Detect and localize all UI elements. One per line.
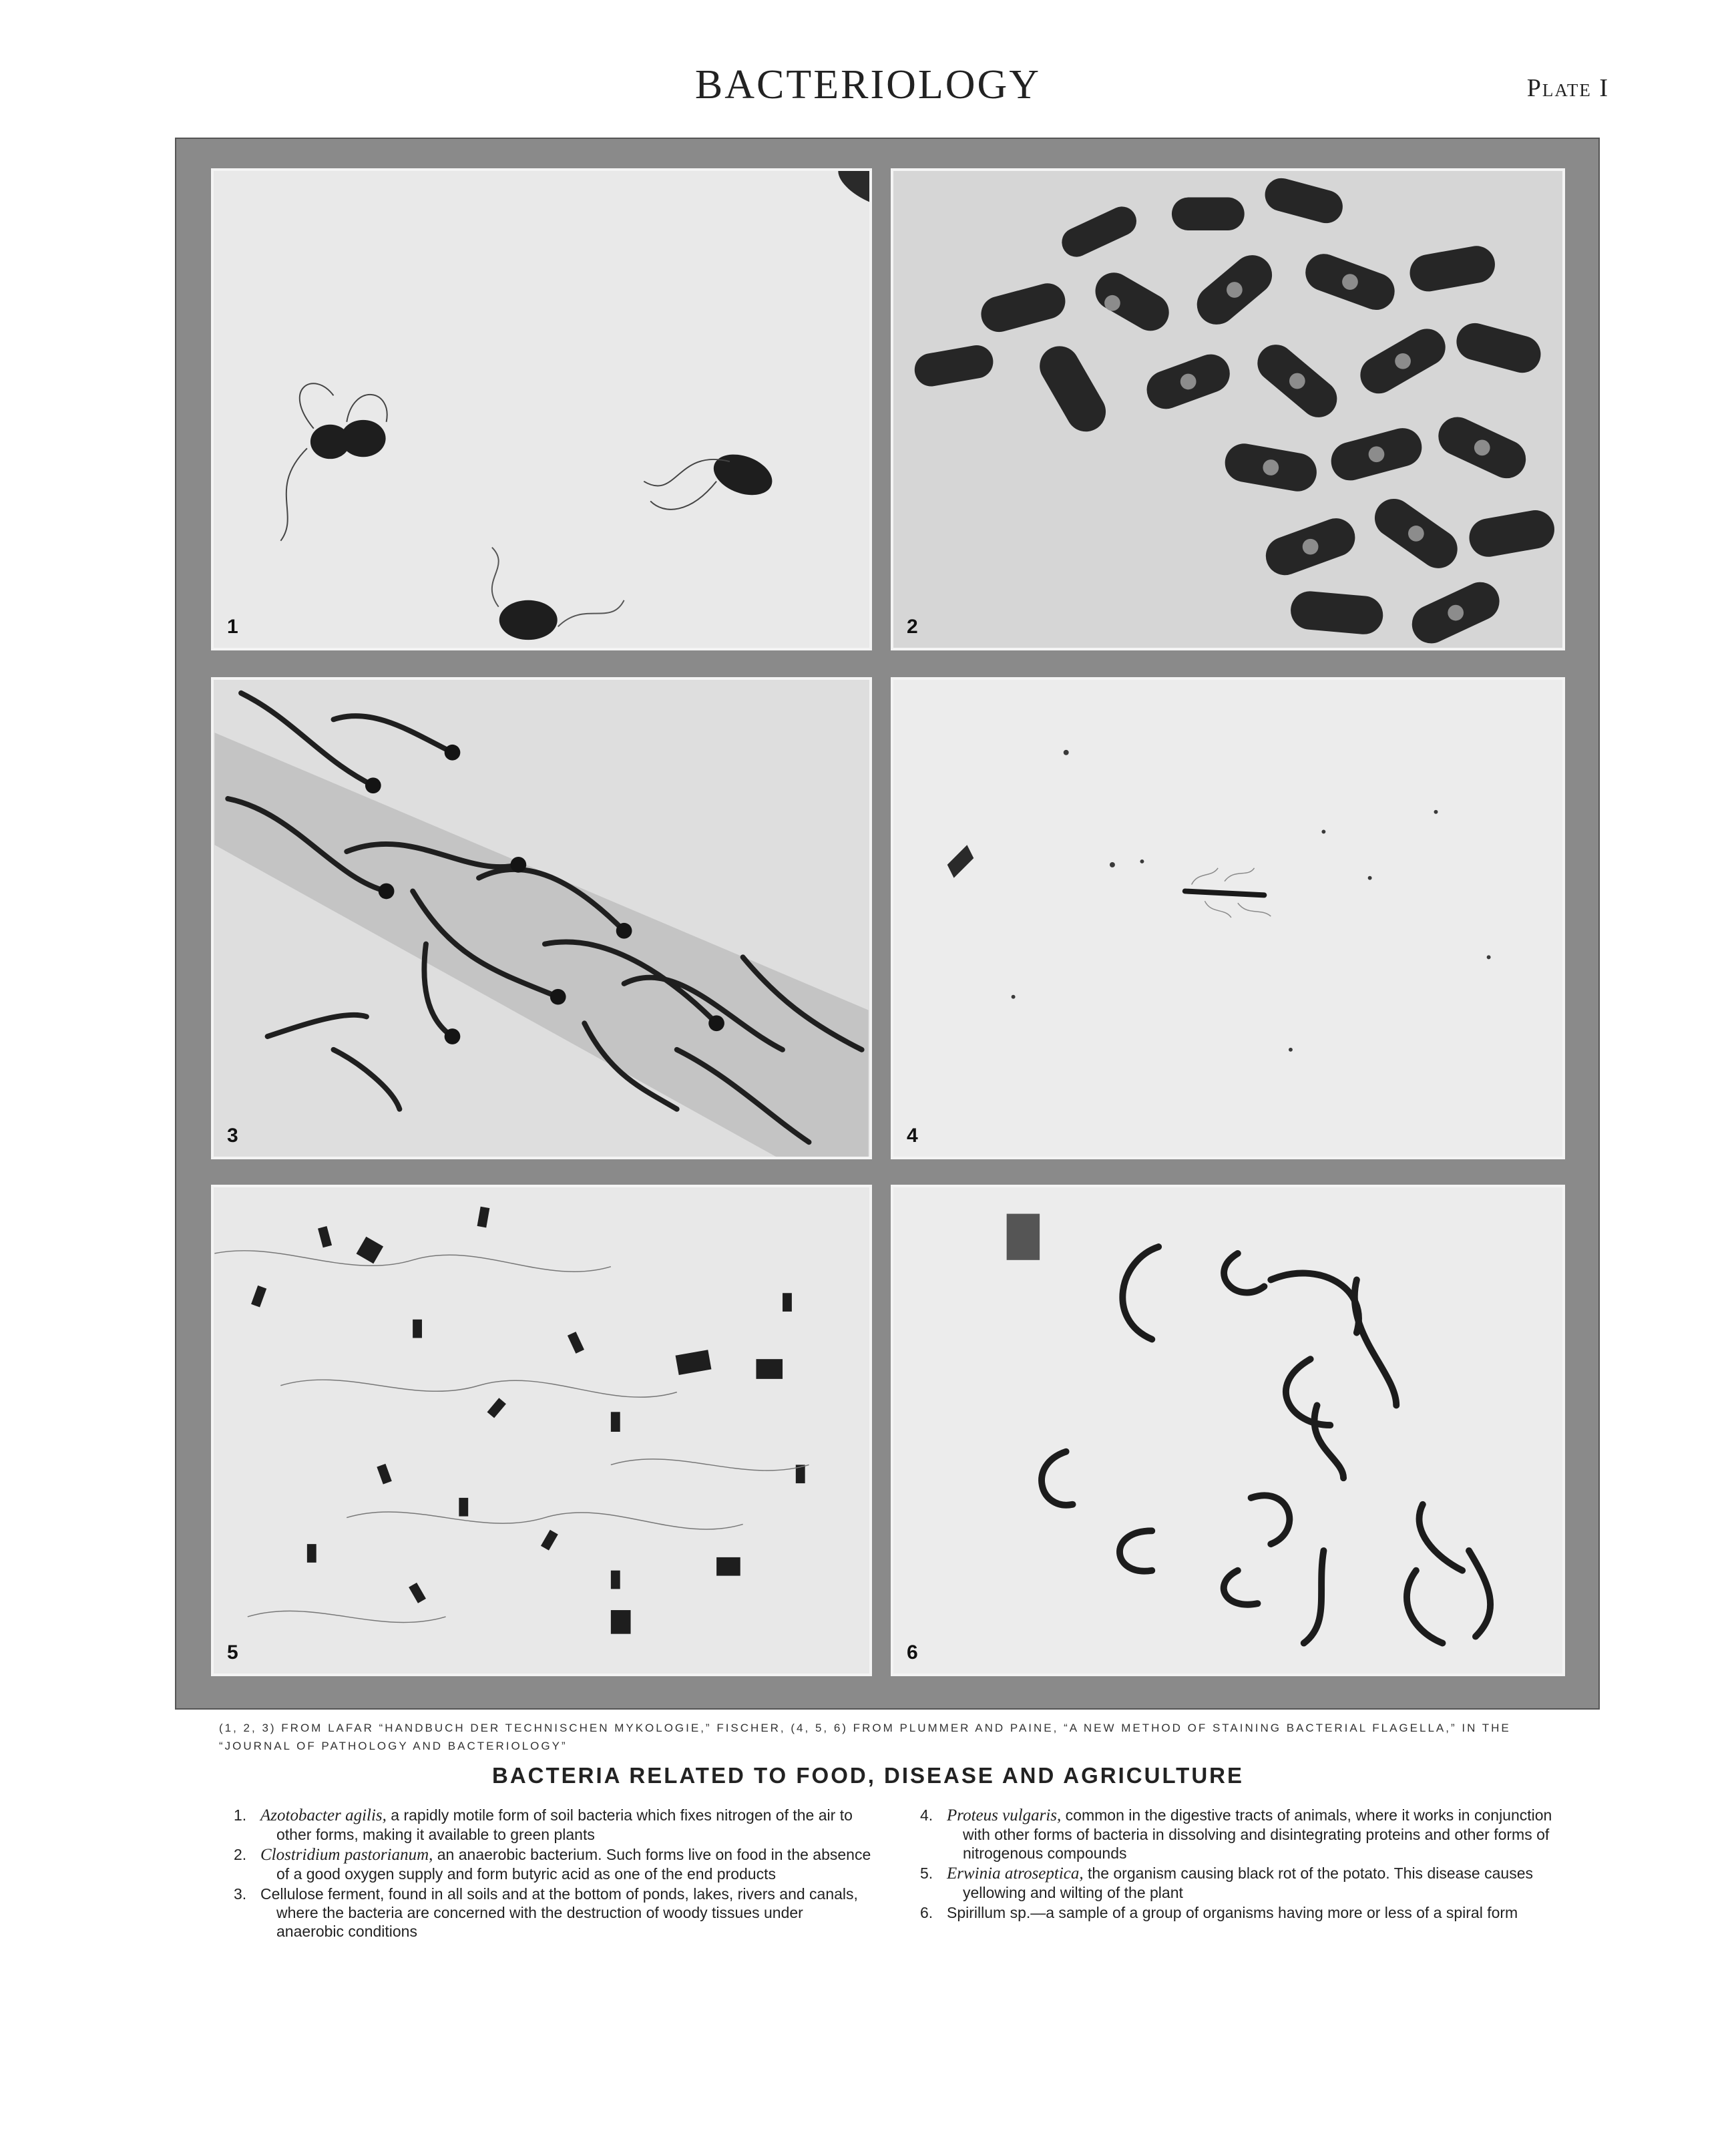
micrograph-panel-4 [891, 677, 1565, 1159]
panel-number-5: 5 [227, 1641, 238, 1664]
panel-number-3: 3 [227, 1125, 238, 1147]
micrograph-6-image [893, 1187, 1562, 1674]
plate-frame [175, 138, 1600, 1710]
caption-item-4: 4. Proteus vulgaris, common in the digestive tracts of animals, where it works in conjunction with other forms of bacteria in dissolving and disintegrating proteins and other forms of nitrogenous compounds [920, 1806, 1552, 1862]
page-title: BACTERIOLOGY [694, 62, 1042, 108]
caption-item-2: 2. Clostridium pastorianum, an anaerobic bacterium. Such forms live on food in the absence of a good oxygen supply and form butyric acid as one of the end products [234, 1846, 871, 1883]
caption-item-1: 1. Azotobacter agilis, a rapidly motile form of soil bacteria which fixes nitrogen of the air to other forms, making it available to green plants [234, 1806, 853, 1843]
micrograph-4-image [893, 680, 1562, 1157]
caption-item-3: 3. Cellulose ferment, found in all soils and at the bottom of ponds, lakes, rivers and canals, where the bacteria are concerned with the destruction of woody tissues under anaerobic conditions [234, 1885, 858, 1940]
micrograph-panel-6 [891, 1185, 1565, 1676]
plate-label: Plate I [1526, 74, 1609, 102]
caption-column-left [220, 1806, 875, 1942]
caption-column-right [907, 1806, 1574, 1923]
micrograph-panel-5 [211, 1185, 872, 1676]
panel-number-1: 1 [227, 616, 238, 638]
micrograph-panel-1 [211, 168, 872, 650]
photo-credit: (1, 2, 3) FROM LAFAR “HANDBUCH DER TECHNISCHEN MYKOLOGIE,” FISCHER, (4, 5, 6) FROM PLUMMER AND PAINE, “A NEW METHOD OF STAINING BACTERIAL FLAGELLA,” IN THE “JOURNAL OF PATHOLOGY AND BACTERIOLOGY” [219, 1722, 1511, 1752]
micrograph-3-image [214, 680, 869, 1157]
panel-number-6: 6 [907, 1641, 918, 1664]
panel-number-4: 4 [907, 1125, 918, 1147]
micrograph-5-image [214, 1187, 869, 1674]
micrograph-panel-3 [211, 677, 872, 1159]
caption-item-5: 5. Erwinia atroseptica, the organism causing black rot of the potato. This disease causes yellowing and wilting of the plant [920, 1865, 1533, 1901]
caption-title: BACTERIA RELATED TO FOOD, DISEASE AND AGRICULTURE [491, 1763, 1244, 1788]
micrograph-2-image [893, 171, 1562, 648]
panel-number-2: 2 [907, 616, 918, 638]
micrograph-panel-2 [891, 168, 1565, 650]
micrograph-1-image [214, 171, 869, 648]
caption-item-6: 6. Spirillum sp.—a sample of a group of organisms having more or less of a spiral form [920, 1904, 1518, 1921]
